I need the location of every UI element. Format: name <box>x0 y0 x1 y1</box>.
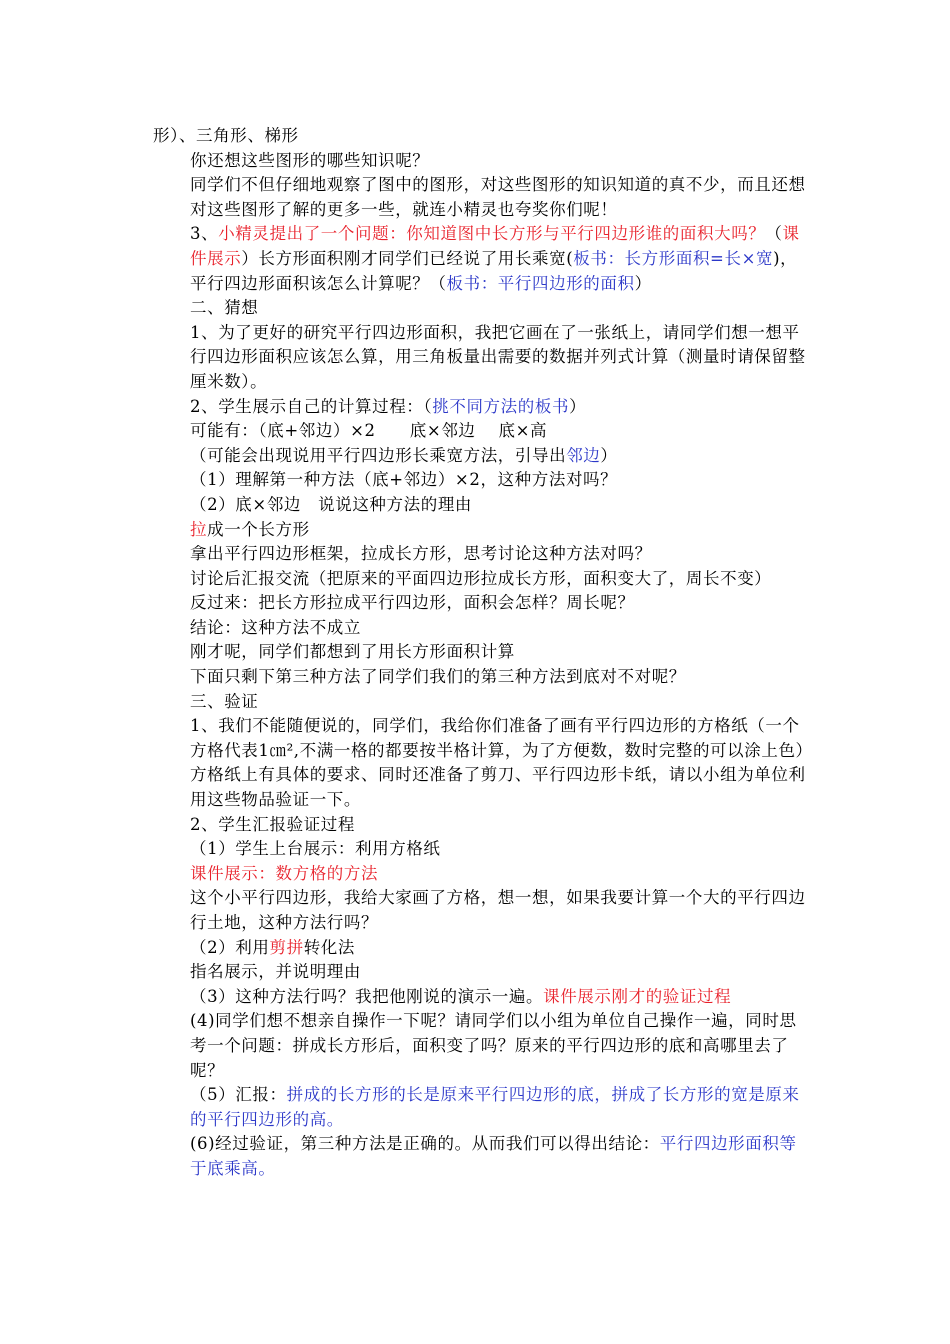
text-run: 三、验证 <box>190 691 259 711</box>
paragraph <box>153 222 809 296</box>
text-run: 转化法 <box>303 937 356 957</box>
paragraph <box>153 690 809 715</box>
paragraph <box>153 837 809 862</box>
highlight-run: 小精灵提出了一个问题：你知道图中长方形与平行四边形谁的面积大吗？ <box>218 224 766 244</box>
highlight-run: 拉 <box>190 519 208 539</box>
text-run: )，平行四边形面积该怎么计算呢？（ <box>190 248 798 293</box>
paragraph <box>153 640 809 665</box>
text-run: 二、猜想 <box>190 298 259 318</box>
paragraph <box>153 173 809 222</box>
paragraph <box>153 395 809 420</box>
text-run: （ <box>765 224 783 244</box>
highlight-run: 课件展示 <box>190 224 800 268</box>
paragraph <box>153 149 809 174</box>
paragraph <box>153 1083 809 1132</box>
paragraph <box>153 567 809 592</box>
text-run: (4)同学们想不想亲自操作一下呢？请同学们以小组为单位自己操作一遍，同时思考一个问题：拼成长方形后，面积变了吗？原来的平行四边形的底和高哪里去了呢？ <box>190 1011 797 1080</box>
text-run: （1）学生上台展示：利用方格纸 <box>190 839 441 859</box>
text-run: 1、为了更好的研究平行四边形面积，我把它画在了一张纸上，请同学们想一想平行四边形面积应该怎么算，用三角板量出需要的数据并列式计算（测量时请保留整厘米数）。 <box>190 322 806 391</box>
highlight-run: 挑不同方法的板书 <box>432 396 570 416</box>
paragraph <box>153 886 809 935</box>
text-run: 1、我们不能随便说的，同学们，我给你们准备了画有平行四边形的方格纸（一个方格代表1㎝²,不满一格的都要按半格计算，为了方便数，数时完整的可以涂上色）方格纸上有具体的要求、同时还准备了剪刀、平行四边形卡纸，请以小组为单位利用这些物品验证一下。 <box>190 716 806 810</box>
text-run: ） <box>600 445 618 465</box>
paragraph <box>153 124 809 149</box>
text-run: ）长方形面积刚才同学们已经说了用长乘宽( <box>241 248 574 268</box>
paragraph <box>153 616 809 641</box>
paragraph <box>153 936 809 961</box>
paragraph <box>153 665 809 690</box>
text-run: 刚才呢，同学们都想到了用长方形面积计算 <box>190 642 515 662</box>
text-run: 指名展示，并说明理由 <box>190 962 361 982</box>
text-run: （3）这种方法行吗？我把他刚说的演示一遍。 <box>190 986 544 1006</box>
text-run: 你还想这些图形的哪些知识呢？ <box>190 150 430 170</box>
text-run: （可能会出现说用平行四边形长乘宽方法，引导出 <box>190 445 567 465</box>
highlight-run: 板书：长方形面积=长×宽 <box>573 248 774 268</box>
text-run: （5）汇报： <box>190 1085 287 1105</box>
paragraph <box>153 960 809 985</box>
highlight-run: 平行四边形面积等于底乘高。 <box>190 1134 797 1178</box>
paragraph <box>153 862 809 887</box>
text-run: 可能有：（底+邻边）×2 底×邻边 底×高 <box>190 421 548 441</box>
text-run: ） <box>634 273 652 293</box>
paragraph <box>153 518 809 543</box>
text-run: ） <box>569 396 587 416</box>
text-run: （2）利用 <box>190 937 270 957</box>
text-run: （1）理解第一种方法（底+邻边）×2，这种方法对吗？ <box>190 470 618 490</box>
paragraph <box>153 419 809 444</box>
text-run: 讨论后汇报交流（把原来的平面四边形拉成长方形，面积变大了，周长不变） <box>190 568 772 588</box>
text-run: 结论：这种方法不成立 <box>190 617 361 637</box>
highlight-run: 课件展示：数方格的方法 <box>190 863 379 883</box>
highlight-run: 邻边 <box>566 445 601 465</box>
highlight-run: 课件展示刚才的验证过程 <box>543 986 732 1006</box>
text-run: 形）、三角形、梯形 <box>153 126 299 145</box>
highlight-run: 拼成的长方形的长是原来平行四边形的底，拼成了长方形的宽是原来的平行四边形的高。 <box>190 1085 800 1129</box>
paragraph <box>153 1009 809 1083</box>
text-run: 3、 <box>190 224 219 244</box>
text-run: 2、学生展示自己的计算过程：（ <box>190 396 433 416</box>
paragraph <box>153 1132 809 1181</box>
paragraph <box>153 321 809 395</box>
paragraph <box>153 468 809 493</box>
paragraph <box>153 714 809 812</box>
text-run: 拿出平行四边形框架，拉成长方形，思考讨论这种方法对吗？ <box>190 544 652 564</box>
text-run: 2、学生汇报验证过程 <box>190 814 355 834</box>
text-run: （2）底×邻边 说说这种方法的理由 <box>190 494 473 514</box>
paragraph <box>153 591 809 616</box>
text-run: (6)经过验证，第三种方法是正确的。从而我们可以得出结论： <box>190 1134 660 1154</box>
paragraph <box>153 296 809 321</box>
text-run: 反过来：把长方形拉成平行四边形，面积会怎样？周长呢？ <box>190 593 635 613</box>
document-body <box>153 124 809 1182</box>
paragraph <box>153 985 809 1010</box>
text-run: 这个小平行四边形，我给大家画了方格，想一想，如果我要计算一个大的平行四边行土地，这种方法行吗？ <box>190 888 806 932</box>
paragraph <box>153 542 809 567</box>
paragraph <box>153 444 809 469</box>
highlight-run: 剪拼 <box>269 937 304 957</box>
text-run: 成一个长方形 <box>207 519 310 539</box>
text-run: 同学们不但仔细地观察了图中的图形，对这些图形的知识知道的真不少，而且还想对这些图形了解的更多一些，就连小精灵也夸奖你们呢！ <box>190 175 806 219</box>
paragraph <box>153 813 809 838</box>
paragraph <box>153 493 809 518</box>
text-run: 下面只剩下第三种方法了同学们我们的第三种方法到底对不对呢？ <box>190 667 686 687</box>
highlight-run: 板书：平行四边形的面积 <box>446 273 635 293</box>
